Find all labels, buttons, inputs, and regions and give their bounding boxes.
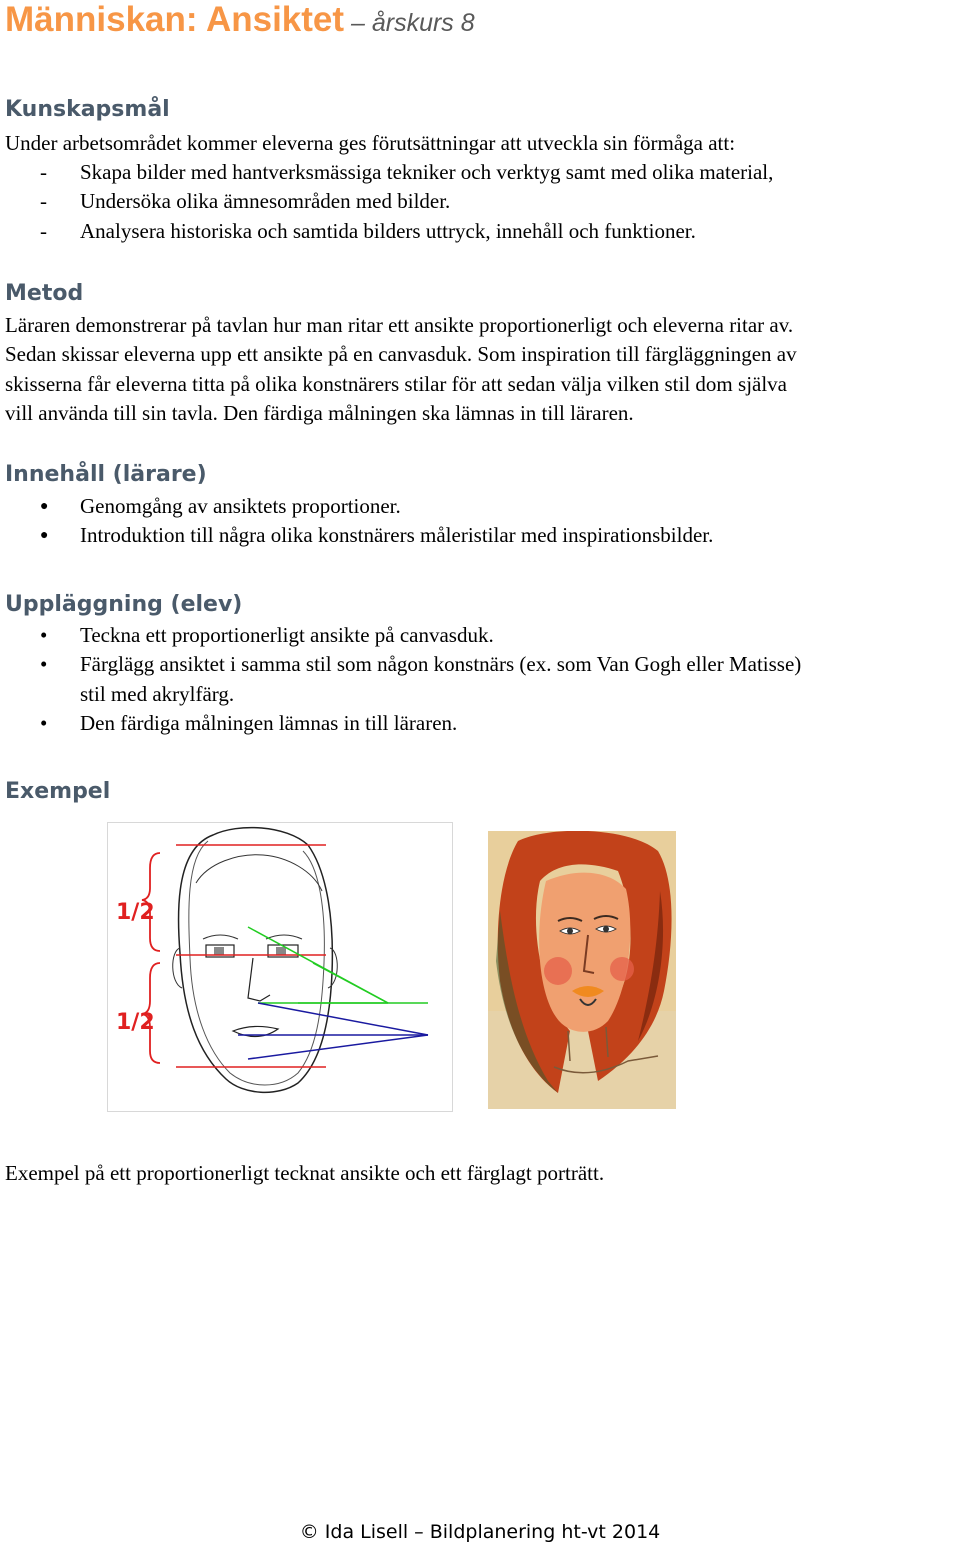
list-item: - Undersöka olika ämnesområden med bilder. [0, 187, 773, 216]
list-item: • Den färdiga målningen lämnas in till läraren. [0, 709, 801, 738]
dash-marker: - [40, 218, 47, 243]
half-label-bottom: 1/2 [116, 1010, 155, 1035]
painted-portrait-image [488, 831, 676, 1109]
metod-paragraph [5, 311, 960, 428]
metod-line: Läraren demonstrerar på tavlan hur man ritar ett ansikte proportionerligt och eleverna ritar av. [5, 313, 794, 337]
list-item: ● Genomgång av ansiktets proportioner. [0, 492, 713, 521]
list-item-continuation: stil med akrylfärg. [80, 681, 235, 706]
metod-line: skisserna får eleverna titta på olika konstnärers stilar för att sedan välja vilken stil dom själva [5, 371, 788, 396]
list-item: • Färglägg ansiktet i samma stil som någon konstnärs (ex. som Van Gogh eller Matisse) [0, 650, 801, 679]
bullet-icon: ● [40, 528, 49, 544]
kunskapsmal-intro: Under arbetsområdet kommer eleverna ges förutsättningar att utveckla sin förmåga att: [5, 131, 736, 155]
bullet-icon: • [40, 623, 48, 647]
metod-line: vill använda till sin tavla. Den färdiga målningen ska lämnas in till läraren. [5, 400, 634, 425]
heading-exempel: Exempel [5, 779, 111, 804]
heading-innehall: Innehåll (lärare) [5, 462, 207, 487]
figure-caption: Exempel på ett proportionerligt tecknat ansikte och ett färglagt porträtt. [5, 1161, 605, 1185]
heading-kunskapsmal: Kunskapsmål [5, 97, 170, 122]
bullet-icon: • [40, 710, 48, 735]
upplaggning-list [0, 621, 801, 738]
portrait-painting [488, 831, 676, 1109]
page-footer: © Ida Lisell – Bildplanering ht-vt 2014 [299, 1521, 661, 1543]
metod-line: Sedan skissar eleverna upp ett ansikte på en canvasduk. Som inspiration till färgläggningen av [5, 342, 797, 367]
list-item: - Skapa bilder med hantverksmässiga tekniker och verktyg samt med olika material, [0, 158, 773, 187]
list-item: • Teckna ett proportionerligt ansikte på canvasduk. [0, 621, 801, 650]
dash-marker: - [40, 160, 47, 184]
page-title [5, 0, 475, 43]
page-title-main: Människan: Ansiktet [5, 0, 345, 39]
heading-upplaggning: Uppläggning (elev) [5, 592, 243, 617]
proportion-sketch-image [107, 822, 453, 1112]
bullet-icon: • [40, 652, 48, 677]
list-item: - Analysera historiska och samtida bilders uttryck, innehåll och funktioner. [0, 217, 773, 246]
half-label-top: 1/2 [116, 900, 155, 925]
dash-marker: - [40, 189, 47, 214]
innehall-list [0, 492, 713, 551]
page-title-subtitle: – årskurs 8 [344, 9, 475, 37]
heading-metod: Metod [5, 281, 84, 306]
list-item: ● Introduktion till några olika konstnärers måleristilar med inspirationsbilder. [0, 521, 713, 550]
bullet-icon: ● [40, 499, 49, 514]
kunskapsmal-list [0, 158, 773, 246]
face-sketch-drawing [108, 823, 452, 1111]
